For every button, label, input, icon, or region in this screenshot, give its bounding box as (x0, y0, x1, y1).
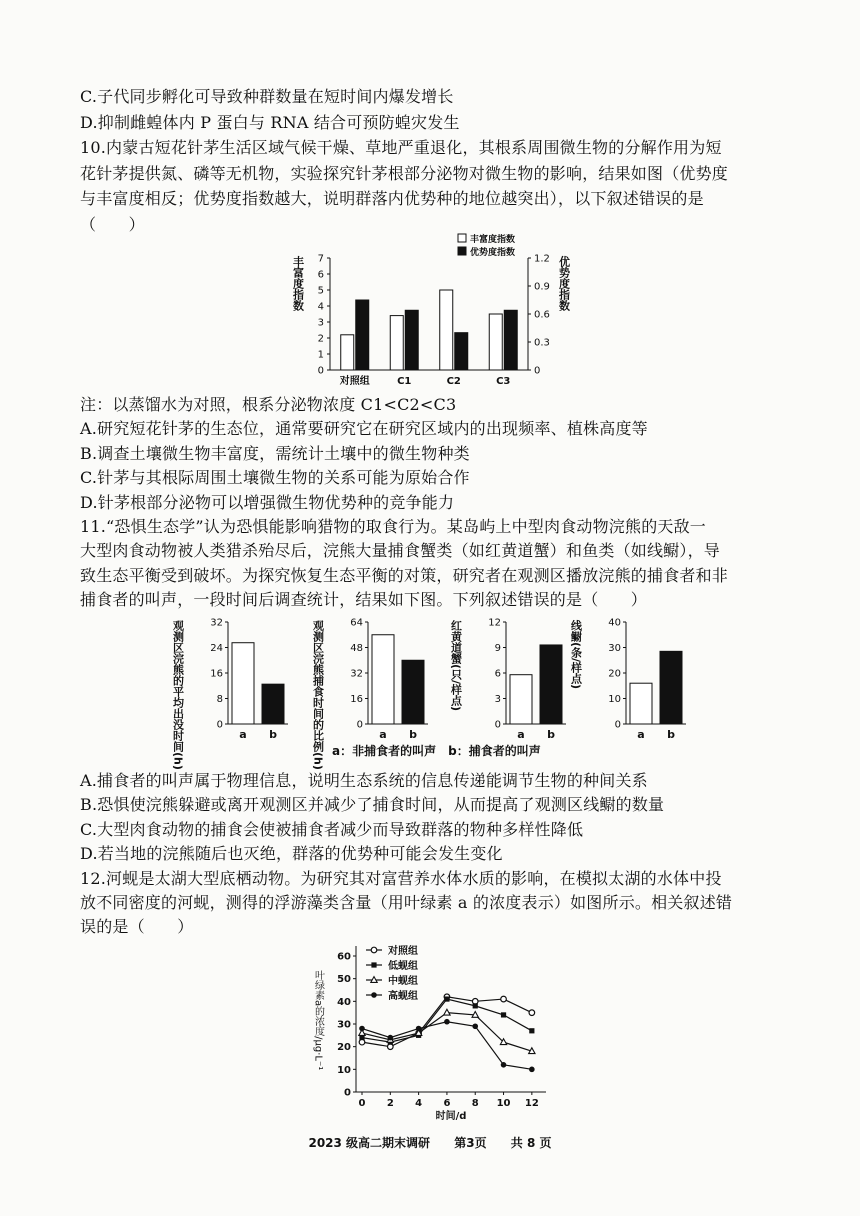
dominance-bar (504, 310, 517, 370)
category-label: a (379, 728, 387, 741)
data-point (444, 1019, 450, 1025)
data-point (501, 996, 507, 1002)
page-footer (0, 1134, 860, 1151)
category-label: 对照组 (339, 376, 370, 387)
data-point (371, 992, 377, 998)
q12-line-chart (300, 936, 560, 1121)
x-tick-label: 8 (471, 1098, 479, 1109)
y-tick-label: 32 (350, 668, 363, 680)
y-tick-label: 60 (337, 951, 351, 963)
x-tick-label: 10 (496, 1098, 511, 1109)
x-tick-label: 4 (415, 1098, 423, 1109)
y-tick-label: 9 (494, 643, 501, 654)
data-point (529, 1067, 535, 1073)
text-line: 致生态平衡受到破坏。为探究恢复生态平衡的对策，研究者在观测区播放浣熊的捕食者和非 (80, 565, 729, 585)
q11-panel (570, 618, 687, 742)
richness-bar (440, 290, 453, 370)
y-tick-label: 10 (337, 1064, 351, 1076)
category-label: b (409, 728, 417, 741)
richness-bar (489, 314, 502, 370)
left-tick-label: 2 (317, 333, 324, 345)
category-label: a (517, 728, 525, 741)
data-point (472, 1023, 478, 1029)
right-tick-label: 0.9 (534, 281, 550, 293)
y-tick-label: 0 (494, 719, 501, 731)
category-label: b (667, 728, 675, 741)
y-tick-label: 64 (350, 617, 363, 629)
right-tick-label: 0.6 (534, 309, 550, 321)
legend-swatch (458, 247, 466, 255)
y-tick-label: 0 (216, 719, 223, 731)
y-tick-label: 0 (344, 1087, 351, 1099)
data-point (359, 1026, 365, 1032)
q11-figure (170, 612, 690, 770)
y-axis-title: 叶绿素a的浓度/μg·L⁻¹ (312, 970, 324, 1071)
y-tick-label: 3 (494, 694, 501, 705)
bar (402, 660, 424, 724)
q11-bar-charts (170, 612, 690, 770)
y-tick-label: 40 (608, 617, 621, 629)
x-axis-title: 时间/d (435, 1111, 467, 1122)
right-tick-label: 1.2 (534, 253, 550, 265)
text-line: B.调查土壤微生物丰富度，需统计土壤中的微生物种类 (80, 443, 470, 463)
x-tick-label: 12 (524, 1098, 539, 1109)
right-tick-label: 0.3 (534, 337, 550, 349)
q11-panel (450, 618, 567, 742)
q11-caption: a：非捕食者的叫声 b：捕食者的叫声 (332, 744, 541, 758)
text-line: （ ） (80, 215, 145, 234)
text-line: B.恐惧使浣熊躲避或离开观测区并减少了捕食时间，从而提高了观测区线鳚的数量 (80, 795, 665, 815)
left-tick-label: 5 (317, 285, 324, 297)
text-line: 放不同密度的河蚬，测得的浮游藻类含量（用叶绿素 a 的浓度表示）如图所示。相关叙述错 (80, 893, 733, 912)
y-tick-label: 6 (494, 668, 501, 680)
left-tick-label: 6 (317, 269, 324, 281)
y-tick-label: 0 (614, 719, 621, 731)
y-tick-label: 30 (608, 643, 621, 654)
text-line: D.抑制雌蝗体内 P 蛋白与 RNA 结合可预防蝗灾发生 (80, 112, 460, 132)
text-line: 误的是（ ） (80, 917, 194, 937)
richness-bar (341, 335, 354, 370)
bar (630, 683, 652, 724)
y-tick-label: 8 (216, 694, 223, 705)
data-point (529, 1028, 534, 1033)
category-label: C3 (496, 376, 511, 387)
text-line: A.捕食者的叫声属于物理信息，说明生态系统的信息传递能调节生物的种间关系 (80, 771, 648, 790)
x-tick-label: 2 (386, 1098, 394, 1109)
bar (660, 651, 682, 724)
data-point (473, 1003, 478, 1008)
legend-label: 高蚬组 (388, 991, 418, 1002)
category-label: b (547, 728, 555, 741)
bar (540, 645, 562, 724)
text-line: A.研究短花针茅的生态位，通常要研究它在研究区域内的出现频率、植株高度等 (80, 419, 648, 439)
data-point (529, 1010, 535, 1016)
legend-label: 丰富度指数 (470, 235, 516, 245)
y-tick-label: 30 (337, 1019, 351, 1031)
y-tick-label: 50 (337, 974, 351, 986)
right-tick-label: 0 (534, 365, 541, 377)
text-line: 10.内蒙古短花针茅生活区域气候干燥、草地严重退化，其根系周围微生物的分解作用为短 (80, 138, 722, 158)
footer-total-pages: 共 8 页 (510, 1136, 552, 1150)
text-line: D.针茅根部分泌物可以增强微生物优势种的竞争能力 (80, 492, 455, 512)
dominance-bar (356, 300, 369, 370)
legend-label: 对照组 (388, 946, 418, 957)
footer-exam-name: 2023 级高二期末调研 (308, 1136, 431, 1150)
text-line: 与丰富度相反；优势度指数越大，说明群落内优势种的地位越突出），以下叙述错误的是 (80, 189, 704, 209)
data-point (416, 1026, 422, 1032)
legend-label: 优势度指数 (470, 248, 516, 258)
data-point (371, 962, 376, 967)
text-line: C.针茅与其根际周围土壤微生物的关系可能为原始合作 (80, 468, 470, 488)
left-tick-label: 4 (317, 301, 324, 313)
y-tick-label: 24 (210, 643, 223, 654)
dominance-bar (455, 333, 468, 370)
bar (372, 635, 394, 724)
bar (262, 684, 284, 724)
text-line: 注：以蒸馏水为对照，根系分泌物浓度 C1<C2<C3 (80, 395, 457, 414)
left-tick-label: 1 (317, 349, 324, 361)
q10-bar-chart (280, 224, 580, 394)
y-axis-title: 线鳚(条/样点) (569, 620, 583, 690)
data-point (501, 1012, 506, 1017)
text-line: 11.“恐惧生态学”认为恐惧能影响猎物的取食行为。某岛屿上中型肉食动物浣熊的天敌一 (80, 517, 707, 536)
left-tick-label: 7 (317, 253, 324, 265)
text-line: 捕食者的叫声，一段时间后调查统计，结果如下图。下列叙述错误的是（ ） (80, 590, 648, 610)
x-tick-label: 6 (443, 1098, 451, 1109)
left-tick-label: 0 (317, 365, 324, 377)
y-tick-label: 40 (337, 996, 351, 1008)
y-axis-title: 红黄道蟹(只/样点) (449, 620, 463, 712)
y-tick-label: 20 (608, 668, 621, 680)
category-label: b (269, 728, 277, 741)
data-point (444, 1009, 450, 1015)
legend-label: 低蚬组 (388, 961, 418, 972)
q10-figure (280, 224, 580, 394)
text-line: D.若当地的浣熊随后也灭绝，群落的优势种可能会发生变化 (80, 844, 503, 864)
text-line: 花针茅提供氮、磷等无机物，实验探究针茅根部分泌物对微生物的影响，结果如图（优势度 (80, 163, 729, 183)
q11-panel (172, 618, 289, 770)
text-line: 12.河蚬是太湖大型底栖动物。为研究其对富营养水体水质的影响，在模拟太湖的水体中投 (80, 868, 722, 888)
category-label: C1 (397, 376, 412, 387)
x-tick-label: 0 (358, 1098, 366, 1109)
y-tick-label: 20 (337, 1042, 351, 1054)
y-tick-label: 0 (356, 719, 363, 731)
data-point (501, 1062, 507, 1068)
y-tick-label: 12 (488, 617, 501, 629)
bar (510, 675, 532, 724)
y-axis-title: 观测区浣熊的平均出没时间(h) (171, 620, 185, 770)
y-tick-label: 48 (350, 643, 363, 654)
y-tick-label: 16 (210, 668, 223, 680)
category-label: C2 (446, 376, 461, 387)
right-axis-title: 优势度指数 (557, 256, 571, 311)
y-tick-label: 10 (608, 694, 621, 705)
data-point (388, 1035, 394, 1041)
footer-page-number: 第3页 (454, 1136, 487, 1150)
y-axis-title: 观测区浣熊捕食时间的比例(h) (311, 620, 325, 770)
legend-swatch (458, 234, 466, 242)
q12-figure (300, 936, 560, 1121)
text-line: C.大型肉食动物的捕食会使被捕食者减少而导致群落的物种多样性降低 (80, 819, 584, 839)
dominance-bar (405, 310, 418, 370)
series-2 (359, 1009, 535, 1053)
left-axis-title: 丰富度指数 (291, 256, 305, 311)
left-tick-label: 3 (317, 317, 324, 329)
legend-label: 中蚬组 (388, 976, 418, 987)
category-label: a (239, 728, 247, 741)
category-label: a (637, 728, 645, 741)
text-line: C.子代同步孵化可导致种群数量在短时间内爆发增长 (80, 87, 454, 106)
data-point (444, 996, 449, 1001)
y-tick-label: 32 (210, 617, 223, 629)
y-tick-label: 16 (350, 694, 363, 705)
bar (232, 643, 254, 724)
richness-bar (390, 316, 403, 370)
text-line: 大型肉食动物被人类猎杀殆尽后，浣熊大量捕食蟹类（如红黄道蟹）和鱼类（如线鳚），导 (80, 541, 721, 561)
data-point (371, 947, 377, 953)
